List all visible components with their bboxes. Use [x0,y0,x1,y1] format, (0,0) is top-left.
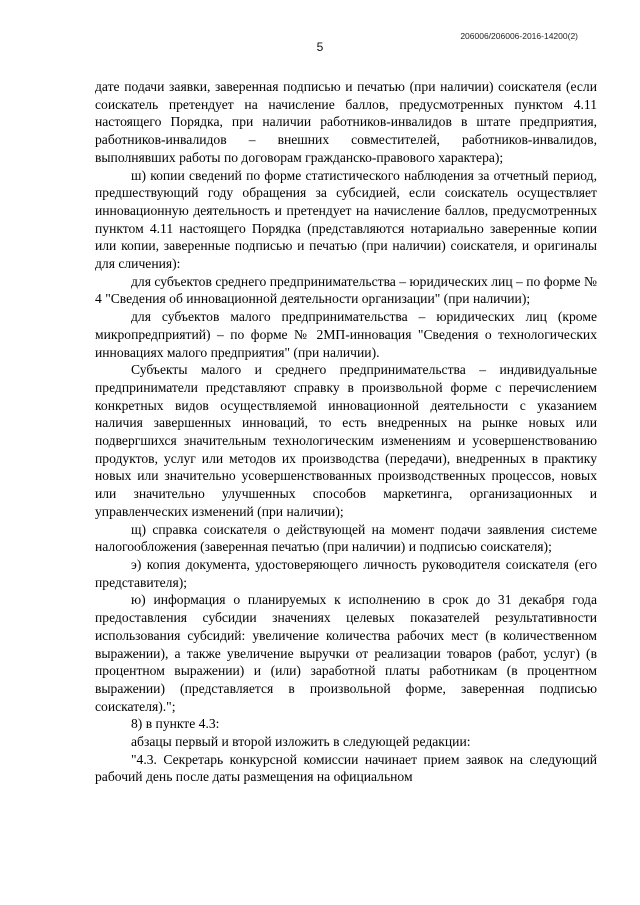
paragraph: ш) копии сведений по форме статистического наблюдения за отчетный период, предшествующий году обращения за субсидией, если соискатель осуществляет инновационную деятельность и претендует на начисление баллов, предусмотренных пунктом 4.11 настоящего Порядка (представляются нотариально заверенные копии или копии, заверенные подписью и печатью (при наличии) соискателя, и оригиналы для сличения): [95,167,597,272]
paragraph: Субъекты малого и среднего предпринимательства – индивидуальные предприниматели представляют справку в произвольной форме с перечислением конкретных видов осуществляемой инновационной деятельности с указанием наличия завершенных инноваций, то есть внедренных на рынке новых или подвергшихся значительным технологическим изменениям и усовершенствованию продуктов, услуг или методов их производства (передачи), внедренных в практику новых или значительно усовершенствованных производственных процессов, новых или значительно улучшенных способов маркетинга, организационных и управленческих изменений (при наличии); [95,362,597,519]
paragraph: для субъектов среднего предпринимательства – юридических лиц – по форме № 4 "Сведения об инновационной деятельности организации" (при наличии); [95,273,597,307]
paragraph: "4.3. Секретарь конкурсной комиссии начинает прием заявок на следующий рабочий день после даты размещения на официальном [95,751,597,785]
paragraph: для субъектов малого предпринимательства – юридических лиц (кроме микропредприятий) – по форме № 2МП-инновация "Сведения о технологических инновациях малого предприятия" (при наличии). [95,309,597,360]
paragraph: ю) информация о планируемых к исполнению в срок до 31 декабря года предоставления субсидии значениях целевых показателей результативности использования субсидий: увеличение количества рабочих мест (в количественном выражении), а также увеличение выручки от реализации товаров (работ, услуг) (в процентном выражении) и (или) заработной платы работникам (в процентном выражении) (представляется в произвольной форме, заверенная подписью соискателя)."; [95,592,597,714]
page-number: 5 [316,40,324,54]
paragraph: э) копия документа, удостоверяющего личность руководителя соискателя (его представителя); [95,556,597,590]
paragraph: 8) в пункте 4.3: [131,716,220,732]
paragraph: щ) справка соискателя о действующей на момент подачи заявления системе налогообложения (заверенная печатью (при наличии) и подписью соискателя); [95,521,597,555]
document-id: 206006/206006-2016-14200(2) [460,31,578,41]
paragraph: дате подачи заявки, заверенная подписью и печатью (при наличии) соискателя (если соискатель претендует на начисление баллов, предусмотренных пунктом 4.11 настоящего Порядка, при наличии работников-инвалидов в штате предприятия, работников-инвалидов – внешних совместителей, работников-инвалидов, выполнявших работы по договорам гражданско-правового характера); [95,79,597,165]
document-body [95,78,597,786]
paragraph: абзацы первый и второй изложить в следующей редакции: [131,734,471,750]
